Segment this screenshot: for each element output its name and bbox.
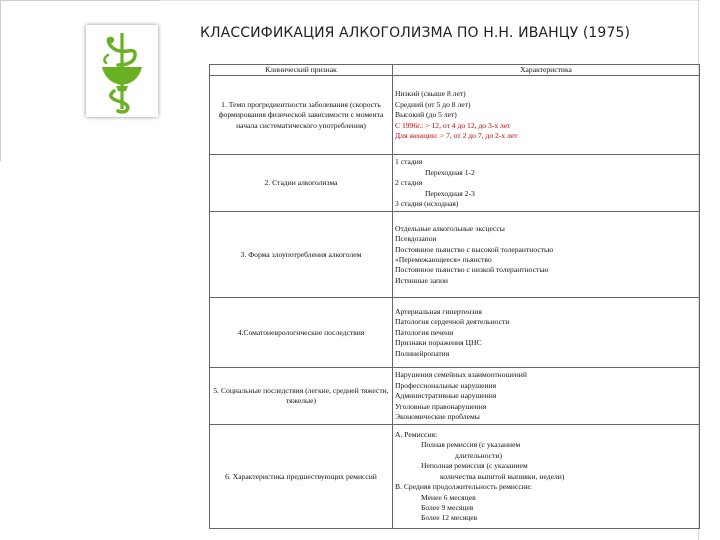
row-sign: 6. Характеристика предшествующих ремиссий [210, 425, 393, 529]
slide-top-rule [160, 0, 700, 1]
characteristic-line: Признаки поражения ЦНС [395, 338, 482, 348]
characteristic-line: С 1996г.: > 12, от 4 до 12, до 3-х лет [395, 120, 511, 130]
characteristic-line: длительности) [455, 450, 502, 460]
row-characteristic [393, 425, 700, 529]
characteristic-line: Постоянное пьянство с низкой толерантностью [395, 265, 549, 275]
row-characteristic [393, 298, 700, 368]
table-row [210, 212, 700, 298]
logo-bowl-foot [116, 86, 128, 91]
characteristic-line: Неполная ремиссия (с указанием [421, 461, 528, 471]
characteristic-line: Более 12 месяцев [421, 513, 478, 523]
characteristic-line: «Перемежающееся» пьянство [395, 254, 492, 264]
table-row [210, 76, 700, 155]
bowl-of-hygieia-icon [86, 25, 158, 117]
characteristic-line: Отдельные алкогольные эксцессы [395, 223, 505, 233]
characteristic-line: 3 стадия (исходная) [395, 199, 459, 209]
characteristic-line: Переходная 1-2 [425, 167, 475, 177]
table-row [210, 425, 700, 529]
table-row [210, 155, 700, 212]
classification-table [209, 64, 700, 529]
column-header-sign: Клинический признак [210, 65, 393, 76]
table-row [210, 298, 700, 368]
row-sign: 4.Соматоневрологические последствия [210, 298, 393, 368]
row-sign: 5. Социальные последствия (легкие, средней тяжести, тяжелые) [210, 368, 393, 425]
characteristic-line: Патология сердечной деятельности [395, 317, 510, 327]
characteristic-line: Полинейропатия [395, 348, 450, 358]
characteristic-line: Более 9 месяцев [421, 502, 474, 512]
characteristic-line: количества выпитой выпивки, недели) [440, 471, 565, 481]
row-characteristic [393, 212, 700, 298]
row-sign: 2. Стадии алкоголизма [210, 155, 393, 212]
logo-handle [104, 55, 108, 63]
characteristic-line: Псевдозапои [395, 234, 437, 244]
logo-bowl [102, 67, 142, 85]
table-header-row [210, 65, 700, 76]
table-row [210, 368, 700, 425]
logo-snake-head [108, 37, 114, 43]
characteristic-line: Нарушения семейных взаимоотношений [395, 370, 527, 380]
characteristic-line: А. Ремиссия: [395, 430, 438, 440]
row-sign: 3. Форма злоупотребления алкоголем [210, 212, 393, 298]
characteristic-line: Экономические проблемы [395, 412, 480, 422]
medical-logo [86, 25, 158, 117]
characteristic-line: Уголовные правонарушения [395, 401, 487, 411]
characteristic-line: 1 стадия [395, 157, 423, 167]
row-characteristic [393, 368, 700, 425]
characteristic-line: В. Средняя продолжительность ремиссии: [395, 482, 532, 492]
characteristic-line: Административные нарушения [395, 391, 497, 401]
characteristic-line: Для женщин: > 7, от 2 до 7, до 2-х лет [395, 131, 518, 141]
characteristic-line: Постоянное пьянство с высокой толерантностью [395, 244, 554, 254]
characteristic-line: Артериальная гипертензия [395, 306, 482, 316]
characteristic-line: 2 стадия [395, 178, 423, 188]
characteristic-line: Высокий (до 5 лет) [395, 110, 457, 120]
characteristic-line: Низкий (свыше 8 лет) [395, 89, 466, 99]
characteristic-line: Истинные запои [395, 275, 448, 285]
page-title: КЛАССИФИКАЦИЯ АЛКОГОЛИЗМА ПО Н.Н. ИВАНЦУ (1975) [200, 25, 631, 41]
characteristic-line: Полная ремиссия (с указанием [421, 440, 521, 450]
row-sign: 1. Темп прогредиентности заболевания (скорость формирования физической зависимости с момента начала систематического употребления) [210, 76, 393, 155]
characteristic-line: Менее 6 месяцев [421, 492, 476, 502]
row-characteristic [393, 76, 700, 155]
characteristic-line: Профессиональные нарушения [395, 380, 497, 390]
characteristic-line: Переходная 2-3 [425, 188, 475, 198]
column-header-characteristic: Характеристика [393, 65, 700, 76]
row-characteristic [393, 155, 700, 212]
characteristic-line: Средний (от 5 до 8 лет) [395, 99, 471, 109]
characteristic-line: Патология печени [395, 327, 454, 337]
